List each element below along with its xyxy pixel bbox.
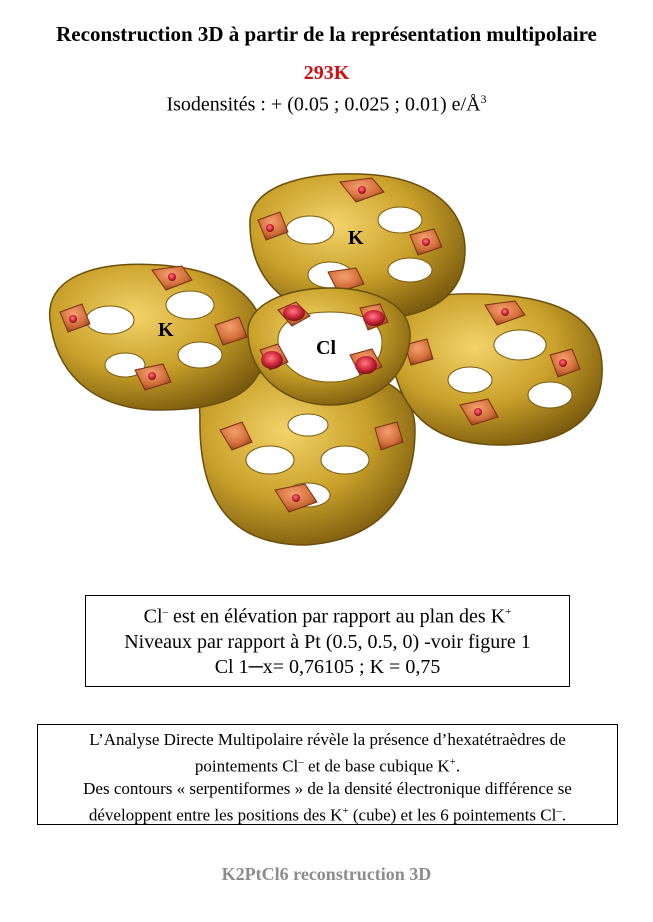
- box2-line-4: développent entre les positions des K+ (cube) et les 6 pointements Cl–.: [88, 804, 567, 825]
- box1-line-1: Cl– est en élévation par rapport au plan des K+: [143, 605, 512, 628]
- reconstruction-3d-figure: [30, 160, 630, 560]
- analysis-note-box: [37, 724, 618, 825]
- label-k-left: K: [158, 319, 174, 341]
- box2-line-1: L’Analyse Directe Multipolaire révèle la présence d’hexatétraèdres de: [89, 730, 566, 749]
- label-cl-center: Cl: [316, 337, 336, 359]
- elevation-note-box: [85, 595, 570, 687]
- k-cluster-right: [390, 294, 602, 445]
- box2-line-2: pointements Cl– et de base cubique K+.: [194, 756, 461, 776]
- box2-line-3: Des contours « serpentiformes » de la densité électronique différence se: [83, 778, 572, 798]
- isodensity-text: Isodensités : + (0.05 ; 0.025 ; 0.01) e/Å: [166, 93, 481, 116]
- page-title: Reconstruction 3D à partir de la représentation multipolaire: [56, 22, 597, 46]
- isodensity-line: [0, 92, 653, 117]
- box1-line-2: Niveaux par rapport à Pt (0.5, 0.5, 0) -voir figure 1: [124, 630, 531, 653]
- temperature-label: 293K: [303, 62, 350, 84]
- box1-line-3: Cl 1─x= 0,76105 ; K = 0,75: [214, 655, 441, 678]
- figure-caption: K2PtCl6 reconstruction 3D: [221, 864, 432, 884]
- label-k-top: K: [348, 227, 364, 249]
- isodensity-exponent: 3: [480, 92, 487, 106]
